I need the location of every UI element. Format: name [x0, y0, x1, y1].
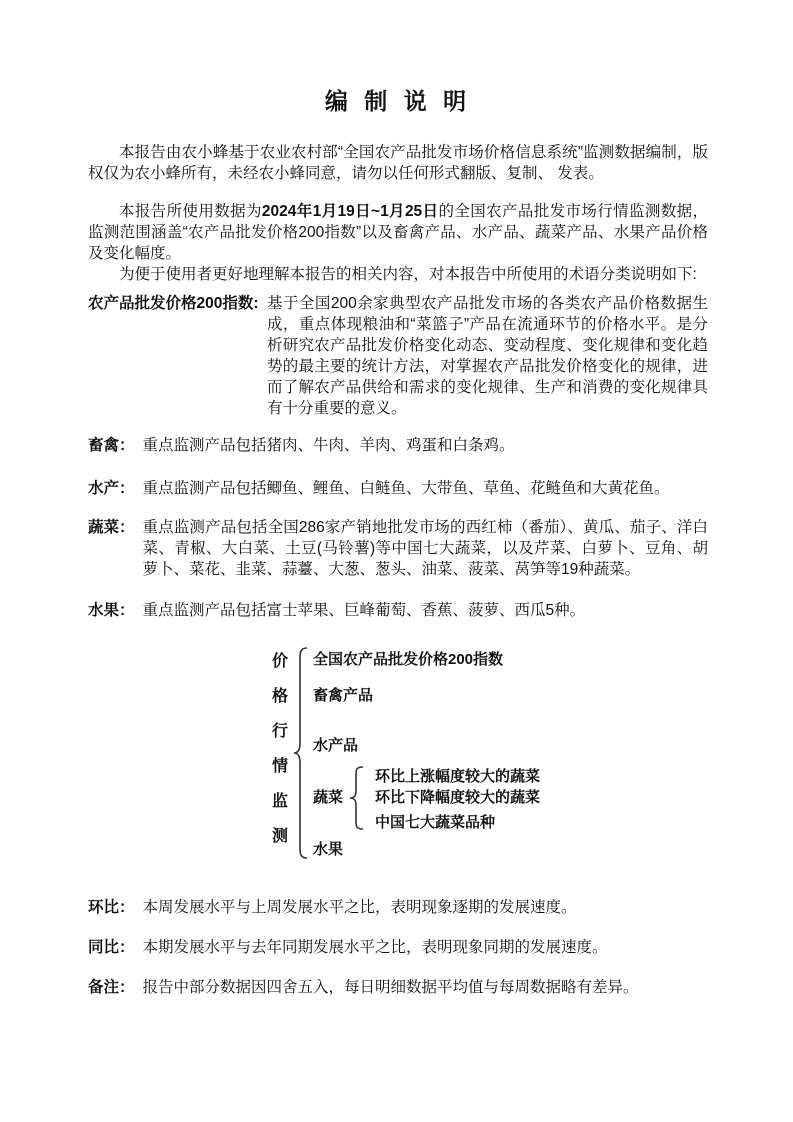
footnote-text-yoy: 本期发展水平与去年同期发展水平之比，表明现象同期的发展速度。	[142, 939, 608, 956]
footnote-label-note: 备注：	[88, 979, 135, 996]
footnote-row-note	[88, 977, 708, 998]
category-row-livestock	[88, 435, 708, 456]
diagram-root-char: 价	[271, 653, 288, 670]
term-label-price-index-200: 农产品批发价格200指数:	[88, 295, 259, 312]
term-definition-text: 基于全国200余家典型农产品批发市场的各类农产品价格数据生成，重点体现粮油和“菜篮子”产品在流通环节的价格水平。是分析研究农产品批发价格变化动态、变动程度、变化规律和变化趋势的最主要的统计方法，对掌握农产品批发价格变化的规律，进而了解农产品供给和需求的变化规律、生产和消费的变化规律具有十分重要的意义。	[267, 295, 708, 417]
category-label-livestock: 畜禽：	[88, 437, 135, 454]
footnote-text-note: 报告中部分数据因四舍五入，每日明细数据平均值与每周数据略有差异。	[142, 979, 639, 996]
period-post-text: 的全国农产品批发市场行情监测数据，监测范围涵盖“农产品批发价格200指数”以及畜禽产品、水产品、蔬菜产品、水果产品价格及变化幅度。	[88, 203, 708, 262]
diagram-sub-rising-vegetables: 环比上涨幅度较大的蔬菜	[375, 768, 541, 785]
paragraph-terms-intro: 为便于使用者更好地理解本报告的相关内容，对本报告中所使用的术语分类说明如下:	[119, 266, 697, 283]
category-text-livestock: 重点监测产品包括猪肉、牛肉、羊肉、鸡蛋和白条鸡。	[142, 437, 515, 454]
paragraph-data-period	[88, 201, 708, 264]
curly-brace-main-icon	[294, 647, 308, 859]
diagram-sub-seven-vegetables: 中国七大蔬菜品种	[375, 814, 496, 831]
diagram-root-char: 监	[271, 793, 288, 810]
diagram-root-label	[270, 644, 290, 854]
category-text-vegetable: 重点监测产品包括全国286家产销地批发市场的西红柿（番茄）、黄瓜、茄子、洋白菜、青椒、大白菜、土豆(马铃薯)等中国七大蔬菜，以及芹菜、白萝卜、豆角、胡萝卜、菜花、韭菜、蒜薹、大葱、葱头、油菜、菠菜、莴笋等19种蔬菜。	[142, 519, 708, 578]
footnote-label-yoy: 同比：	[88, 939, 135, 956]
footnote-label-mom: 环比：	[88, 899, 135, 916]
diagram-root-char: 行	[271, 723, 288, 740]
term-definition-row	[88, 293, 708, 419]
footnote-row-yoy	[88, 937, 708, 958]
category-text-aquatic: 重点监测产品包括鲫鱼、鲤鱼、白鲢鱼、大带鱼、草鱼、花鲢鱼和大黄花鱼。	[142, 480, 670, 497]
monitoring-scope-diagram	[88, 641, 708, 876]
curly-brace-sub-icon	[350, 766, 364, 830]
diagram-branch-vegetable: 蔬菜	[313, 789, 344, 806]
category-label-vegetable: 蔬菜：	[88, 519, 135, 536]
diagram-sub-falling-vegetables: 环比下降幅度较大的蔬菜	[375, 789, 541, 806]
diagram-root-char: 情	[271, 758, 288, 775]
category-label-aquatic: 水产：	[88, 480, 135, 497]
diagram-branch-fruit: 水果	[313, 841, 344, 858]
category-text-fruit: 重点监测产品包括富士苹果、巨峰葡萄、香蕉、菠萝、西瓜5种。	[142, 602, 586, 619]
date-range-bold: 2024年1月19日~1月25日	[261, 203, 439, 220]
diagram-branch-aquatic: 水产品	[313, 737, 359, 754]
category-row-fruit	[88, 600, 708, 621]
category-row-aquatic	[88, 478, 708, 499]
paragraph-copyright: 本报告由农小蜂基于农业农村部“全国农产品批发市场价格信息系统”监测数据编制，版权仅为农小蜂所有，未经农小蜂同意，请勿以任何形式翻版、复制、 发表。	[88, 144, 708, 182]
page-title: 编 制 说 明	[324, 88, 472, 114]
document-content	[88, 0, 708, 998]
diagram-branch-livestock: 畜禽产品	[313, 687, 374, 704]
category-label-fruit: 水果：	[88, 602, 135, 619]
diagram-branch-index-200: 全国农产品批发价格200指数	[313, 651, 504, 668]
period-pre-text: 本报告所使用数据为	[119, 203, 262, 220]
diagram-root-char: 格	[271, 688, 288, 705]
diagram-root-char: 测	[271, 828, 288, 845]
footnote-text-mom: 本周发展水平与上周发展水平之比，表明现象逐期的发展速度。	[142, 899, 577, 916]
footnote-row-mom	[88, 897, 708, 918]
category-row-vegetable	[88, 517, 708, 580]
